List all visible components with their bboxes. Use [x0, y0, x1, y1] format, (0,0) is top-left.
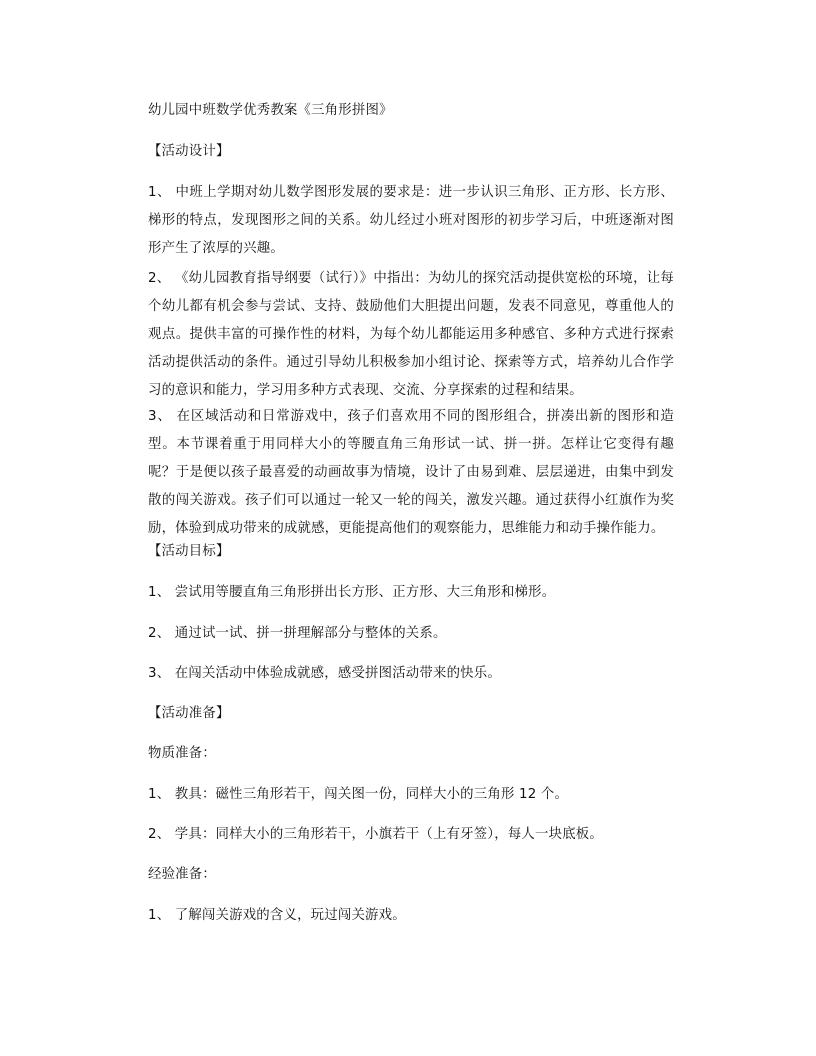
goal-item-2: 2、 通过试一试、拼一拼理解部分与整体的关系。 — [148, 626, 447, 641]
document-title: 幼儿园中班数学优秀教案《三角形拼图》 — [148, 103, 393, 118]
section-heading-design: 【活动设计】 — [148, 144, 230, 159]
section-heading-goals: 【活动目标】 — [148, 544, 230, 559]
goal-item-1: 1、 尝试用等腰直角三角形拼出长方形、正方形、大三角形和梯形。 — [148, 585, 556, 600]
design-paragraph-3: 3、 在区域活动和日常游戏中，孩子们喜欢用不同的图形组合，拼凑出新的图形和造型。本节课着重于用同样大小的等腰直角三角形试一试、拼一拼。怎样让它变得有趣呢？于是便以孩子最喜爱的动画故事为情境，设计了由易到难、层层递进，由集中到发散的闯关游戏。孩子们可以通过一轮又一轮的闯关，激发兴趣。通过获得小红旗作为奖励，体验到成功带来的成就感，更能提高他们的观察能力，思维能力和动手操作能力。 — [148, 409, 674, 536]
material-item-1: 1、 教具：磁性三角形若干，闯关图一份，同样大小的三角形 12 个。 — [148, 787, 569, 802]
experience-heading: 经验准备： — [148, 867, 216, 882]
experience-item-1: 1、 了解闯关游戏的含义，玩过闯关游戏。 — [148, 908, 406, 923]
design-paragraph-2: 2、 《幼儿园教育指导纲要（试行）》中指出：为幼儿的探究活动提供宽松的环境，让每个幼儿都有机会参与尝试、支持、鼓励他们大胆提出问题，发表不同意见，尊重他人的观点。提供丰富的可操作性的材料，为每个幼儿都能运用多种感官、多种方式进行探索活动提供活动的条件。通过引导幼儿积极参加小组讨论、探索等方式，培养幼儿合作学习的意识和能力，学习用多种方式表现、交流、分享探索的过程和结果。 — [148, 271, 674, 398]
design-paragraph-1: 1、 中班上学期对幼儿数学图形发展的要求是：进一步认识三角形、正方形、长方形、梯形的特点，发现图形之间的关系。幼儿经过小班对图形的初步学习后，中班逐渐对图形产生了浓厚的兴趣。 — [148, 185, 674, 256]
section-heading-preparation: 【活动准备】 — [148, 706, 230, 721]
material-item-2: 2、 学具：同样大小的三角形若干，小旗若干（上有牙签），每人一块底板。 — [148, 827, 603, 842]
goal-item-3: 3、 在闯关活动中体验成就感，感受拼图活动带来的快乐。 — [148, 666, 501, 681]
material-heading: 物质准备： — [148, 746, 216, 761]
